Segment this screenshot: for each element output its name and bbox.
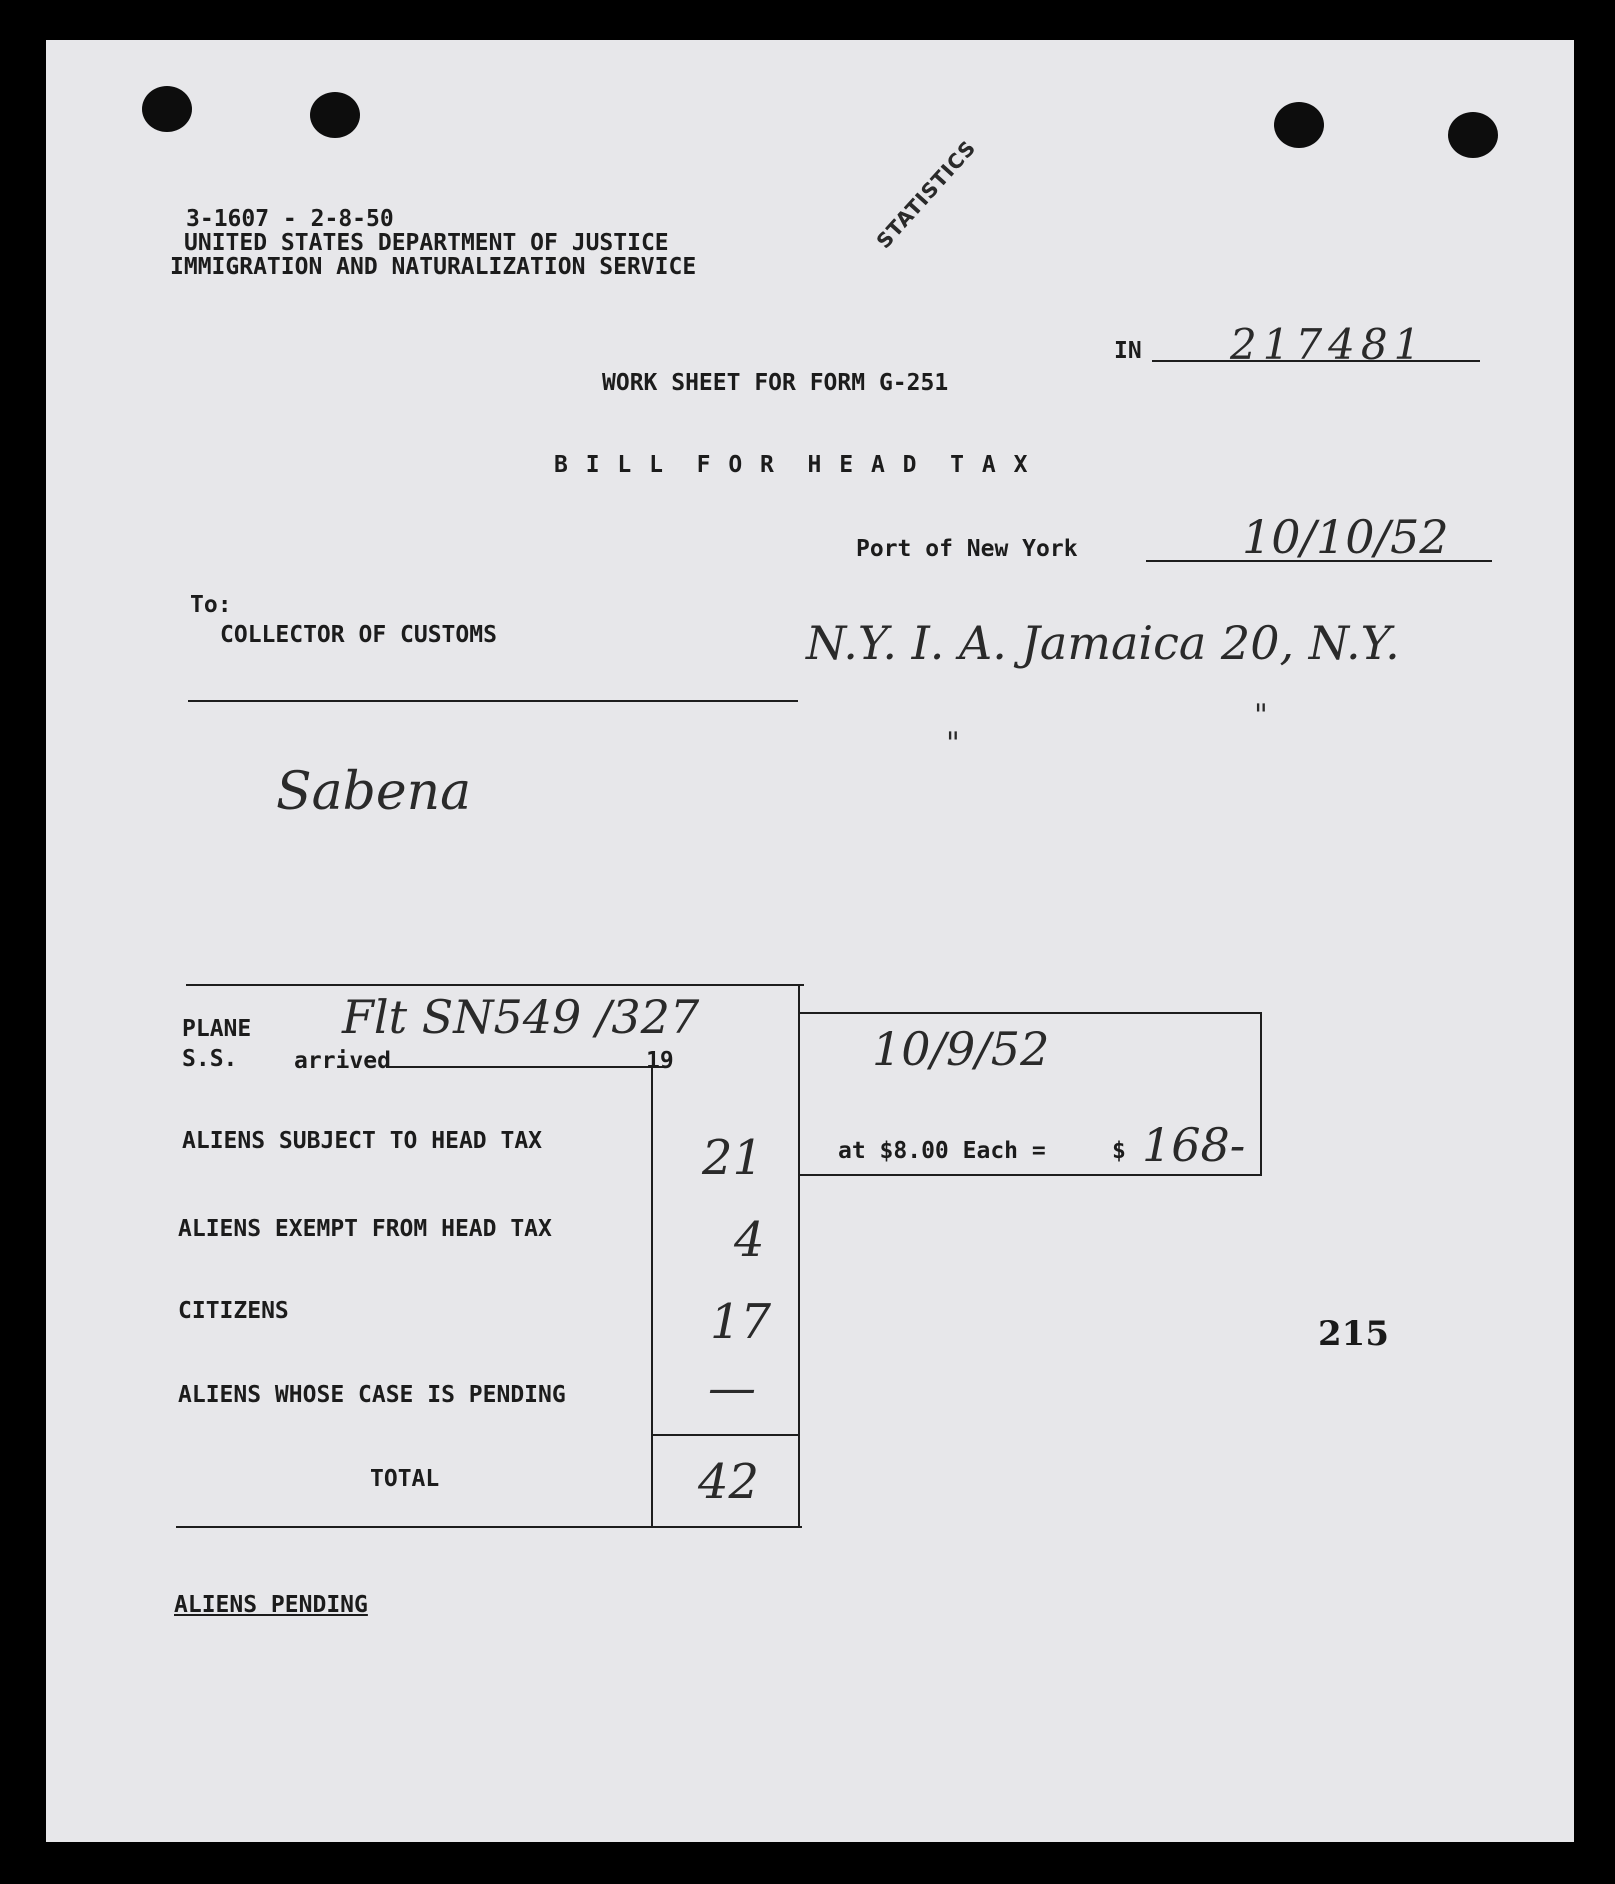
row-value: 21 (702, 1130, 764, 1186)
year-prefix: 19 (646, 1048, 674, 1074)
row-label: ALIENS EXEMPT FROM HEAD TAX (178, 1216, 552, 1242)
worksheet-title: WORK SHEET FOR FORM G-251 (602, 370, 949, 396)
in-label: IN (1114, 338, 1142, 364)
total-separator (651, 1434, 800, 1436)
department-name: UNITED STATES DEPARTMENT OF JUSTICE (184, 230, 669, 256)
rate-box-top (798, 1012, 1262, 1014)
form-code: 3-1607 - 2-8-50 (186, 206, 394, 232)
table-divider-vertical (651, 1066, 653, 1528)
service-name: IMMIGRATION AND NATURALIZATION SERVICE (170, 254, 697, 280)
tax-amount: 168- (1142, 1118, 1246, 1172)
row-label: ALIENS WHOSE CASE IS PENDING (178, 1382, 566, 1408)
table-right-vertical (798, 984, 800, 1528)
page-number: 215 (1318, 1314, 1389, 1354)
arrival-date: 10/9/52 (872, 1022, 1050, 1076)
punch-hole (310, 92, 360, 138)
ss-label: S.S. (182, 1046, 238, 1072)
document-page (46, 40, 1574, 1842)
carrier-handwritten: Sabena (276, 762, 472, 822)
punch-hole (1274, 102, 1324, 148)
currency-symbol: $ (1112, 1138, 1126, 1164)
row-label: CITIZENS (178, 1298, 289, 1324)
table-bottom-rule (176, 1526, 802, 1528)
to-label: To: (190, 592, 232, 618)
punch-hole (142, 86, 192, 132)
arrived-underline (386, 1066, 666, 1068)
port-label: Port of New York (856, 536, 1078, 562)
row-label: ALIENS SUBJECT TO HEAD TAX (182, 1128, 543, 1154)
collector-label: COLLECTOR OF CUSTOMS (220, 622, 497, 648)
address-underline (188, 700, 798, 702)
row-value: 17 (710, 1294, 772, 1350)
statistics-stamp: STATISTICS (866, 130, 986, 259)
ditto-mark: " (946, 726, 960, 761)
location-handwritten: N.Y. I. A. Jamaica 20, N.Y. (806, 616, 1400, 670)
total-label: TOTAL (370, 1466, 440, 1492)
arrived-label: arrived (294, 1048, 391, 1074)
flight-handwritten: Flt SN549 /327 (342, 990, 700, 1044)
total-value: 42 (698, 1454, 760, 1510)
ditto-mark: " (1254, 698, 1268, 733)
bill-title: B I L L F O R H E A D T A X (554, 452, 1030, 478)
aliens-pending-heading: ALIENS PENDING (174, 1592, 368, 1618)
row-value: — (708, 1360, 756, 1416)
punch-hole (1448, 112, 1498, 158)
in-number: 217481 (1230, 320, 1427, 369)
rate-text: at $8.00 Each = (838, 1138, 1046, 1164)
rate-box-right (1260, 1012, 1262, 1176)
plane-label: PLANE (182, 1016, 252, 1042)
table-top-rule (186, 984, 804, 986)
bill-date: 10/10/52 (1242, 510, 1449, 564)
rate-box-bottom (798, 1174, 1262, 1176)
row-value: 4 (734, 1212, 765, 1268)
